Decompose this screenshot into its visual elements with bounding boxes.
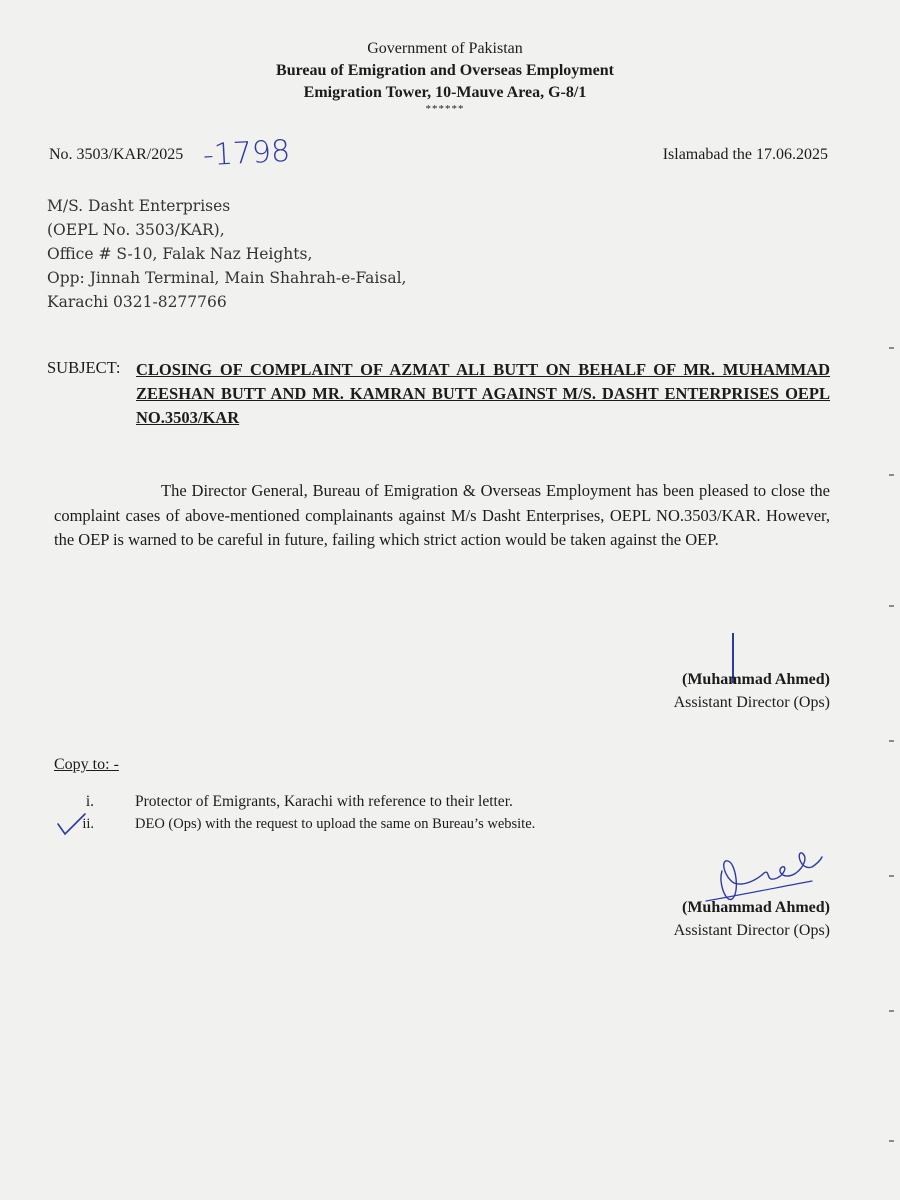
header-government: Government of Pakistan xyxy=(367,40,523,57)
body-paragraph: The Director General, Bureau of Emigration & Overseas Employment has been pleased to close the complaint cases of above-mentioned complainants against M/s Dasht Enterprises, OEPL NO.3503/KAR. However, the OEP is warned to be careful in future, failing which strict action would be taken against the OEP. xyxy=(54,481,830,549)
place-date: Islamabad the 17.06.2025 xyxy=(662,146,828,163)
subject-text: CLOSING OF COMPLAINT OF AZMAT ALI BUTT ON BEHALF OF MR. MUHAMMAD ZEESHAN BUTT AND MR. KAMRAN BUTT AGAINST M/S. DASHT ENTERPRISES OEPL NO.3503/KAR xyxy=(136,360,830,427)
signatory-designation: Assistant Director (Ops) xyxy=(673,694,830,711)
scan-artifact xyxy=(889,605,894,607)
addressee-block xyxy=(47,194,406,314)
signatory-name: (Muhammad Ahmed) xyxy=(681,671,830,688)
addressee-line: Karachi 0321-8277766 xyxy=(47,293,227,311)
addressee-line: Office # S-10, Falak Naz Heights, xyxy=(47,245,313,263)
copy-to-label: Copy to: - xyxy=(54,756,119,773)
scan-artifact xyxy=(889,740,894,742)
signatory-name: (Muhammad Ahmed) xyxy=(681,899,830,916)
reference-number: No. 3503/KAR/2025 xyxy=(49,146,184,163)
header-address: Emigration Tower, 10-Mauve Area, G-8/1 xyxy=(303,84,587,101)
signatory-block-2 xyxy=(674,896,830,942)
signatory-block-1 xyxy=(674,668,830,714)
handwritten-number: -1798 xyxy=(202,133,292,174)
header-stars: ****** xyxy=(425,103,465,115)
scan-artifact xyxy=(889,347,894,349)
scan-artifact xyxy=(889,474,894,476)
subject-label: SUBJECT: xyxy=(47,358,121,377)
header-bureau: Bureau of Emigration and Overseas Employment xyxy=(276,62,614,79)
scan-artifact xyxy=(889,875,894,877)
addressee-line: Opp: Jinnah Terminal, Main Shahrah-e-Faisal, xyxy=(47,269,407,287)
signatory-designation: Assistant Director (Ops) xyxy=(673,922,830,939)
scan-artifact xyxy=(889,1010,894,1012)
scan-artifact xyxy=(889,1140,894,1142)
copy-to-item-number: ii. xyxy=(82,816,94,832)
addressee-line: M/S. Dasht Enterprises xyxy=(47,197,231,215)
copy-to-item-text: Protector of Emigrants, Karachi with reference to their letter. xyxy=(135,793,513,810)
addressee-line: (OEPL No. 3503/KAR), xyxy=(47,221,225,239)
copy-to-item-number: i. xyxy=(85,793,94,810)
copy-to-item-text: DEO (Ops) with the request to upload the same on Bureau’s website. xyxy=(135,816,536,832)
checkmark-icon xyxy=(55,812,87,838)
